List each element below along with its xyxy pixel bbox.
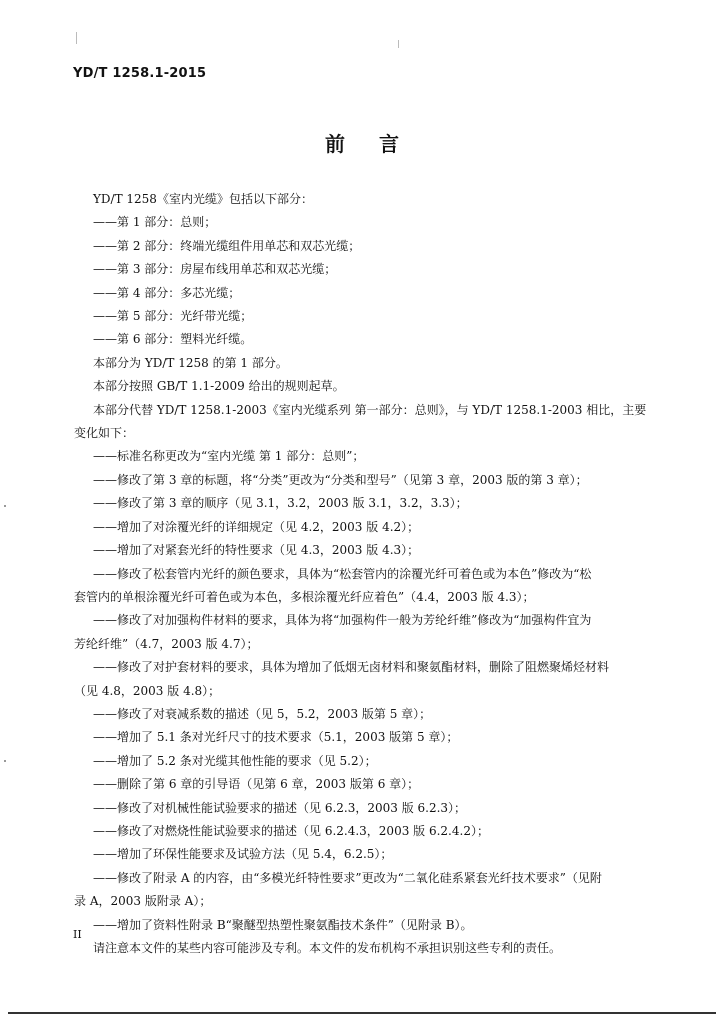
text-line: 本部分为 YD/T 1258 的第 1 部分。 bbox=[93, 355, 288, 370]
text-line: ——第 6 部分：塑料光纤缆。 bbox=[93, 332, 253, 347]
title-char: 前 bbox=[325, 132, 345, 156]
text-line: ——修改了对机械性能试验要求的描述（见 6.2.3，2003 版 6.2.3）； bbox=[93, 800, 467, 815]
text-line: ——修改了第 3 章的标题，将“分类”更改为“分类和型号”（见第 3 章，2003 版的第 3 章）； bbox=[93, 472, 588, 487]
text-line: ——第 4 部分：多芯光缆； bbox=[93, 285, 241, 300]
bottom-rule bbox=[8, 1012, 716, 1014]
scan-mark bbox=[398, 40, 399, 48]
text-line: ——增加了对涂覆光纤的详细规定（见 4.2，2003 版 4.2）； bbox=[93, 519, 420, 534]
text-line: ——第 5 部分：光纤带光缆； bbox=[93, 309, 253, 324]
text-line: ——增加了环保性能要求及试验方法（见 5.4，6.2.5）； bbox=[93, 847, 393, 862]
text-line: 套管内的单根涂覆光纤可着色或为本色，多根涂覆光纤应着色”（4.4，2003 版 4.3）； bbox=[74, 589, 535, 604]
text-line: ——修改了对护套材料的要求，具体为增加了低烟无卤材料和聚氨酯材料，删除了阻燃聚烯烃材料 bbox=[93, 660, 610, 675]
text-line: ——增加了 5.2 条对光缆其他性能的要求（见 5.2）； bbox=[93, 753, 377, 768]
text-line: ——增加了对紧套光纤的特性要求（见 4.3，2003 版 4.3）； bbox=[93, 543, 420, 558]
text-line: ——修改了对衰减系数的描述（见 5，5.2，2003 版第 5 章）； bbox=[93, 706, 432, 721]
text-line: ——修改了松套管内光纤的颜色要求，具体为“松套管内的涂覆光纤可着色或为本色”修改为“松 bbox=[93, 566, 592, 581]
page-title bbox=[0, 128, 724, 157]
text-line: 录 A，2003 版附录 A）； bbox=[74, 894, 212, 909]
text-line: 芳纶纤维”（4.7，2003 版 4.7）； bbox=[74, 636, 259, 651]
scan-speck bbox=[4, 505, 6, 507]
scan-speck bbox=[4, 760, 6, 762]
scan-mark bbox=[76, 32, 77, 44]
text-line: ——增加了资料性附录 B“聚醚型热塑性聚氨酯技术条件”（见附录 B）。 bbox=[93, 917, 473, 932]
text-line: 请注意本文件的某些内容可能涉及专利。本文件的发布机构不承担识别这些专利的责任。 bbox=[93, 941, 562, 955]
text-line: ——删除了第 6 章的引导语（见第 6 章，2003 版第 6 章）； bbox=[93, 777, 420, 792]
text-line: ——第 2 部分：终端光缆组件用单芯和双芯光缆； bbox=[93, 238, 361, 253]
text-line: ——第 3 部分：房屋布线用单芯和双芯光缆； bbox=[93, 262, 337, 277]
text-line: YD/T 1258《室内光缆》包括以下部分： bbox=[93, 192, 313, 206]
text-line: ——修改了第 3 章的顺序（见 3.1，3.2，2003 版 3.1，3.2，3.3）； bbox=[93, 496, 468, 511]
text-line: （见 4.8，2003 版 4.8）； bbox=[74, 683, 221, 698]
text-line: ——修改了对燃烧性能试验要求的描述（见 6.2.4.3，2003 版 6.2.4.2）； bbox=[93, 823, 489, 838]
title-char: 言 bbox=[379, 132, 399, 156]
text-line: ——标准名称更改为“室内光缆 第 1 部分：总则”； bbox=[93, 449, 365, 464]
text-line: ——修改了对加强构件材料的要求，具体为将“加强构件一般为芳纶纤维”修改为“加强构件宜为 bbox=[93, 613, 592, 628]
text-line: ——增加了 5.1 条对光纤尺寸的技术要求（5.1，2003 版第 5 章）； bbox=[93, 730, 459, 745]
text-line: 本部分代替 YD/T 1258.1-2003《室内光缆系列 第一部分：总则》，与 YD/T 1258.1-2003 相比，主要 bbox=[93, 402, 647, 417]
text-line: 本部分按照 GB/T 1.1-2009 给出的规则起草。 bbox=[93, 379, 345, 394]
text-line: ——修改了附录 A 的内容，由“多模光纤特性要求”更改为“二氧化硅系紧套光纤技术要求”（见附 bbox=[93, 870, 602, 885]
document-code: YD/T 1258.1-2015 bbox=[73, 66, 207, 81]
text-line: 变化如下： bbox=[74, 426, 135, 441]
text-line: ——第 1 部分：总则； bbox=[93, 215, 217, 230]
page-number: II bbox=[73, 928, 82, 941]
